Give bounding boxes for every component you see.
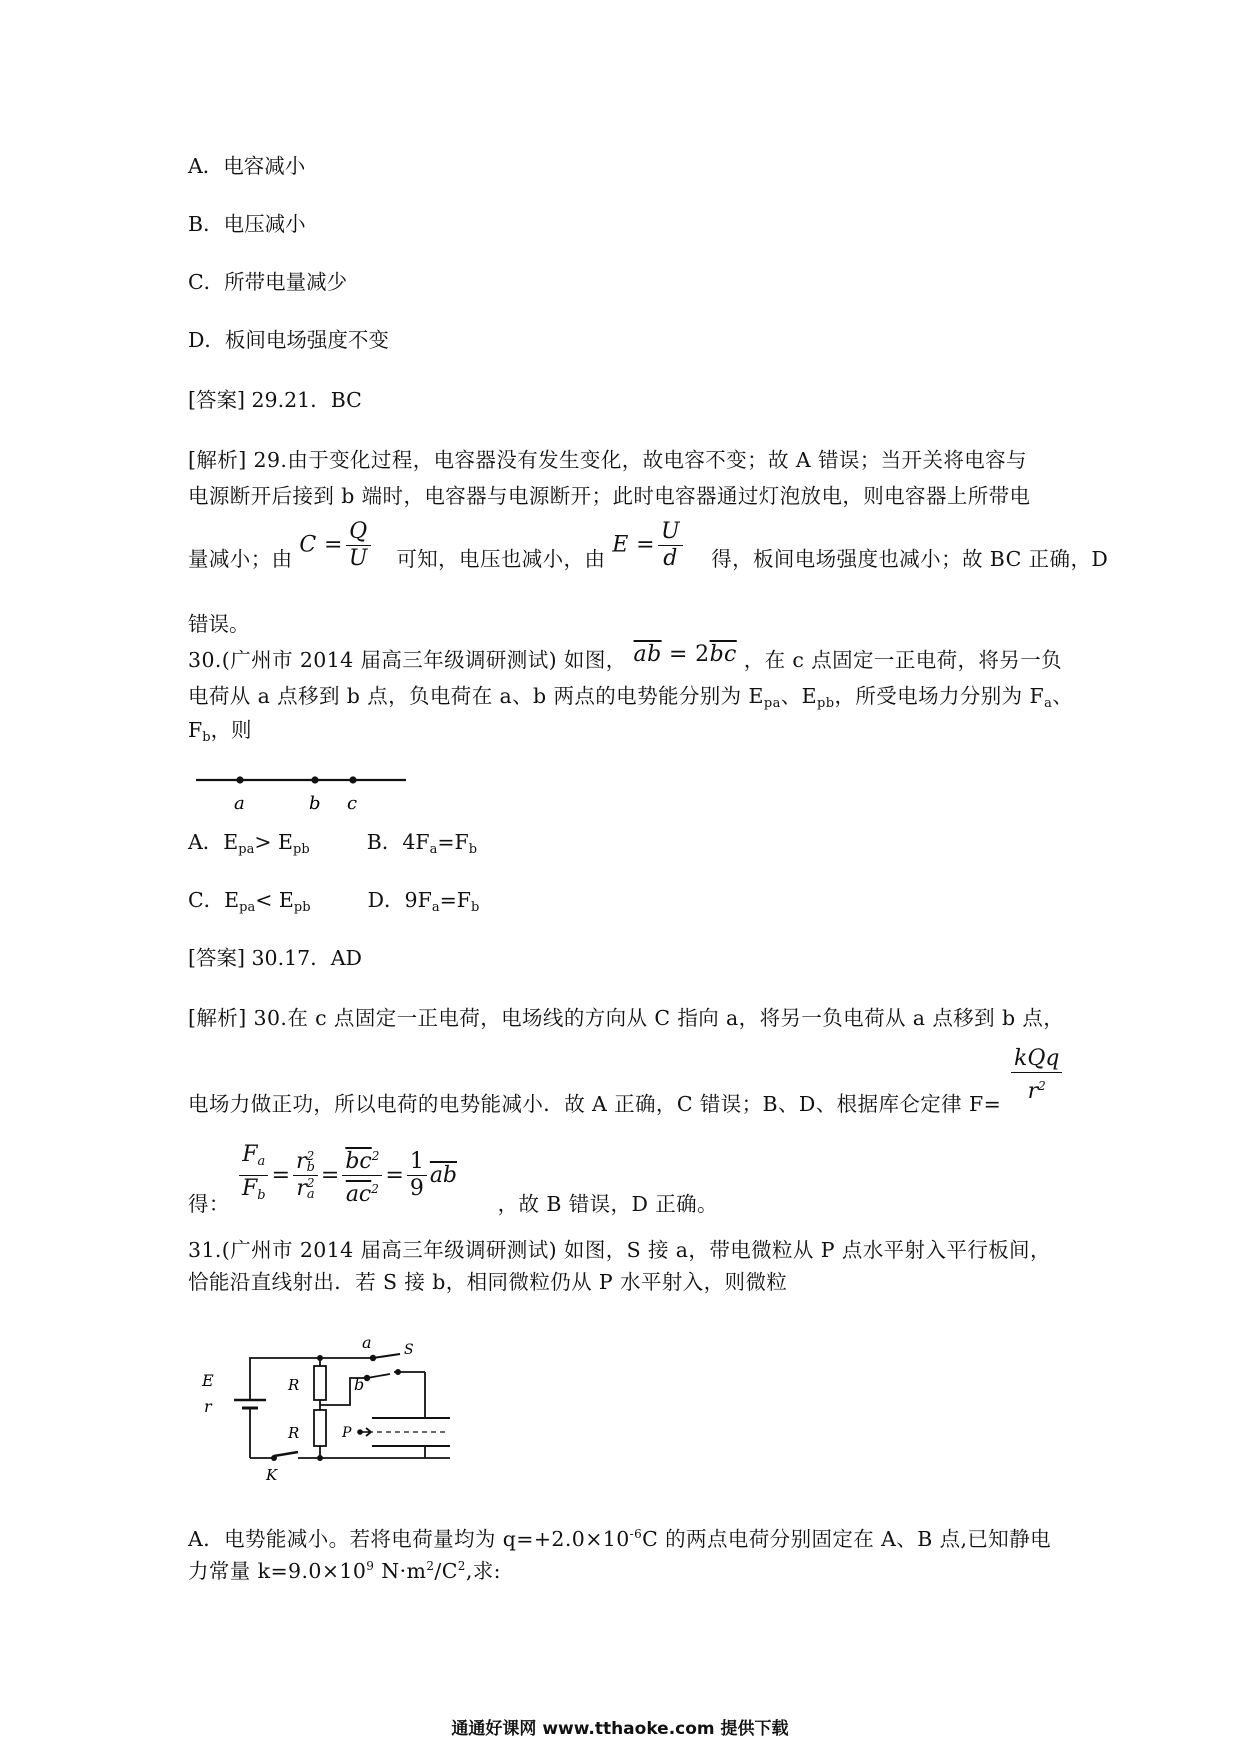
q31-a-text6: ,求: (465, 1559, 501, 1583)
q30-stem-line2 (188, 682, 1073, 718)
q29-analysis-line4: 错误。 (188, 612, 250, 636)
switch-s (373, 1354, 400, 1358)
f2-num-sub: b (306, 1160, 315, 1175)
q29-analysis-line3 (188, 518, 1109, 592)
q29-option-a: A．电容减小 (188, 154, 306, 178)
q30-stem-line3 (188, 716, 252, 752)
q29-option-b: B．电压减小 (188, 212, 306, 236)
field-formula (612, 513, 704, 577)
opt-b-text2: =F (437, 830, 469, 854)
f1-num: F (242, 1142, 258, 1167)
ratio-f2-num (293, 1149, 318, 1176)
q31-a-text3: 力常量 k=9.0×10 (188, 1559, 367, 1583)
q30-stem-text3: ，所受电场力分别为 F (834, 684, 1045, 708)
ratio-f1-num (239, 1142, 268, 1176)
q30-options-row2 (188, 886, 479, 922)
q30-analysis3-pre: 得： (188, 1192, 230, 1216)
formula2-den: d (663, 545, 678, 571)
q30-stem-post: ，在 c 点固定一正电荷，将另一负 (743, 648, 1063, 672)
f4-den: 9 (409, 1176, 424, 1201)
q30-stem-line1 (188, 642, 1063, 675)
sub-b: b (202, 730, 211, 745)
coulomb-num: kQq (1011, 1046, 1062, 1073)
q30-analysis3-post: ，故 B 错误，D 正确。 (497, 1192, 718, 1216)
condition-eq: = 2 (668, 642, 710, 667)
f1-den-sub: b (257, 1188, 266, 1203)
f1-den: F (242, 1176, 258, 1201)
label-b: b (309, 793, 321, 814)
segment-bc: $\overline{bc}$ (709, 642, 737, 667)
q31-a-text1: A．电势能减小。若将电荷量均为 q=+2.0×10 (188, 1527, 630, 1551)
q29-option-c: C．所带电量减少 (188, 270, 348, 294)
sub-pa: pa (763, 696, 781, 711)
f3-den: $\overline{ac}$ (345, 1182, 372, 1207)
opt-c-sub2: pb (293, 900, 311, 915)
coulomb-den-wrap (1025, 1073, 1049, 1105)
point-c (349, 776, 356, 783)
q31-a-text5: /C (434, 1559, 458, 1583)
opt-d-sub2: b (471, 900, 480, 915)
resistor-bottom (314, 1410, 326, 1446)
q31-option-a-line2 (188, 1552, 501, 1585)
coulomb-fraction (1008, 1046, 1065, 1105)
point-a (236, 776, 243, 783)
formula1-num: Q (346, 519, 370, 546)
f3-num: $\overline{bc}$ (345, 1149, 372, 1174)
opt-c-sub1: pa (239, 900, 256, 915)
opt-b-text: B．4F (366, 830, 430, 854)
q30-option-a (188, 830, 310, 857)
opt-d-text2: =F (439, 888, 471, 912)
q30-option-d (367, 888, 480, 915)
node-bottom (317, 1455, 323, 1461)
formula2-num: U (658, 519, 683, 546)
segment-ab: $\overline{ab}$ (633, 642, 662, 667)
opt-a-text2: > E (254, 830, 294, 854)
q31-stem-line1: 31.(广州市 2014 届高三年级调研测试) 如图，S 接 a，带电微粒从 P 点水平射入平行板间， (188, 1238, 1051, 1262)
q30-analysis-line3 (188, 1187, 718, 1218)
node-k (271, 1455, 277, 1461)
opt-b-sub2: b (468, 842, 478, 857)
q30-options-row1 (188, 828, 477, 864)
label-r: r (204, 1397, 212, 1416)
capacitance-formula (299, 513, 389, 577)
q29-analysis-text-post: 得，板间电场强度也减小；故 BC 正确，D (711, 547, 1109, 571)
coulomb-den: r (1027, 1079, 1039, 1104)
coulomb-den-sup: 2 (1038, 1079, 1046, 1093)
f2-num-sq: 2 (306, 1149, 315, 1163)
q29-option-d: D．板间电场强度不变 (188, 328, 389, 352)
opt-c-text2: < E (255, 888, 294, 912)
opt-a-text: A．E (188, 830, 239, 854)
ratio-f3-num (342, 1143, 382, 1176)
q31-a-text2: C 的两点电荷分别固定在 A、B 点,已知静电 (642, 1527, 1051, 1551)
label-r2: R (288, 1424, 300, 1442)
f2-den-sub: a (306, 1187, 315, 1202)
sub-a: a (1044, 696, 1053, 711)
label-k: K (266, 1466, 278, 1484)
q31-a-exp4: 2 (457, 1559, 466, 1573)
q30-stem-pre: 30.(广州市 2014 届高三年级调研测试) 如图， (188, 648, 627, 672)
q31-a-exp3: 2 (426, 1559, 435, 1573)
q29-answer: [答案] 29.21．BC (188, 388, 362, 412)
wire-top-left (250, 1358, 320, 1384)
label-a: a (234, 793, 245, 814)
contact-a (370, 1355, 376, 1361)
eq3: = (385, 1163, 404, 1188)
q29-analysis-text-pre: 量减小；由 (188, 547, 293, 571)
q30-fb: F (188, 718, 203, 742)
formula1-den: U (348, 545, 368, 571)
contact-b (364, 1375, 370, 1381)
q30-stem-text4: 、 (1052, 684, 1074, 708)
line-points-figure (190, 765, 420, 815)
f3-num-sq: 2 (371, 1149, 380, 1163)
label-r1: R (288, 1376, 300, 1394)
formula1-lhs: C = (299, 532, 343, 558)
point-p (357, 1429, 363, 1435)
f2-den: r (296, 1176, 307, 1201)
f2-den-sq: 2 (306, 1176, 315, 1190)
f1-num-sub: a (257, 1154, 266, 1169)
q30-stem-text2: 、E (780, 684, 818, 708)
opt-a-sub1: pa (238, 842, 255, 857)
formula2-lhs: E = (612, 532, 655, 558)
q31-stem-line2: 恰能沿直线射出．若 S 接 b，相同微粒仍从 P 水平射入，则微粒 (188, 1270, 788, 1294)
label-b: b (354, 1375, 365, 1394)
q30-analysis-line1: [解析] 30.在 c 点固定一正电荷，电场线的方向从 C 指向 a，将另一负电荷从 a 点移到 b 点， (188, 1006, 1065, 1030)
q30-option-c (188, 888, 311, 915)
sub-pb: pb (817, 696, 835, 711)
label-a: a (362, 1333, 372, 1352)
q29-analysis-line2: 电源断开后接到 b 端时，电容器与电源断开；此时电容器通过灯泡放电，则电容器上所带电 (188, 484, 1031, 508)
q30-condition (634, 642, 737, 667)
label-c: c (347, 793, 358, 814)
opt-d-text: D．9F (367, 888, 432, 912)
point-b (311, 776, 318, 783)
contact-s (395, 1369, 401, 1375)
resistor-top (314, 1366, 326, 1400)
opt-b-sub1: a (429, 842, 438, 857)
q31-a-exp2: 9 (366, 1559, 375, 1573)
q30-then: ，则 (210, 718, 252, 742)
f4-num: 1 (407, 1149, 427, 1176)
q30-stem-text: 电荷从 a 点移到 b 点，负电荷在 a、b 两点的电势能分别为 E (188, 684, 764, 708)
label-e: E (202, 1371, 214, 1390)
circuit-figure (190, 1330, 480, 1490)
ratio-tail: $\overline{ab}$ (429, 1163, 458, 1188)
label-s: S (404, 1342, 414, 1358)
f3-den-sq: 2 (371, 1182, 379, 1196)
opt-c-text: C．E (188, 888, 240, 912)
opt-d-sub1: a (431, 900, 440, 915)
eq1: = (271, 1163, 291, 1188)
opt-a-sub2: pb (293, 842, 310, 857)
label-p: P (342, 1425, 352, 1441)
node-top (317, 1355, 323, 1361)
q30-option-b (366, 830, 478, 857)
q31-a-exp1: -6 (629, 1527, 643, 1541)
q29-analysis-text-mid: 可知，电压也减小，由 (396, 547, 606, 571)
q31-option-a-line1 (188, 1520, 1051, 1553)
page-footer: 通通好课网 www.tthaoke.com 提供下载 (451, 1719, 789, 1739)
f2-num: r (296, 1149, 307, 1174)
q30-analysis-line2: 电场力做正功，所以电荷的电势能减小．故 A 正确，C 错误；B、D、根据库仑定律 F= (188, 1092, 1002, 1116)
eq2: = (320, 1163, 340, 1188)
q29-analysis-line1: [解析] 29.由于变化过程，电容器没有发生变化，故电容不变；故 A 错误；当开关将电容与 (188, 448, 1027, 472)
q31-a-text4: N·m (374, 1559, 427, 1583)
q30-answer: [答案] 30.17．AD (188, 946, 362, 970)
switch-k (274, 1452, 298, 1456)
